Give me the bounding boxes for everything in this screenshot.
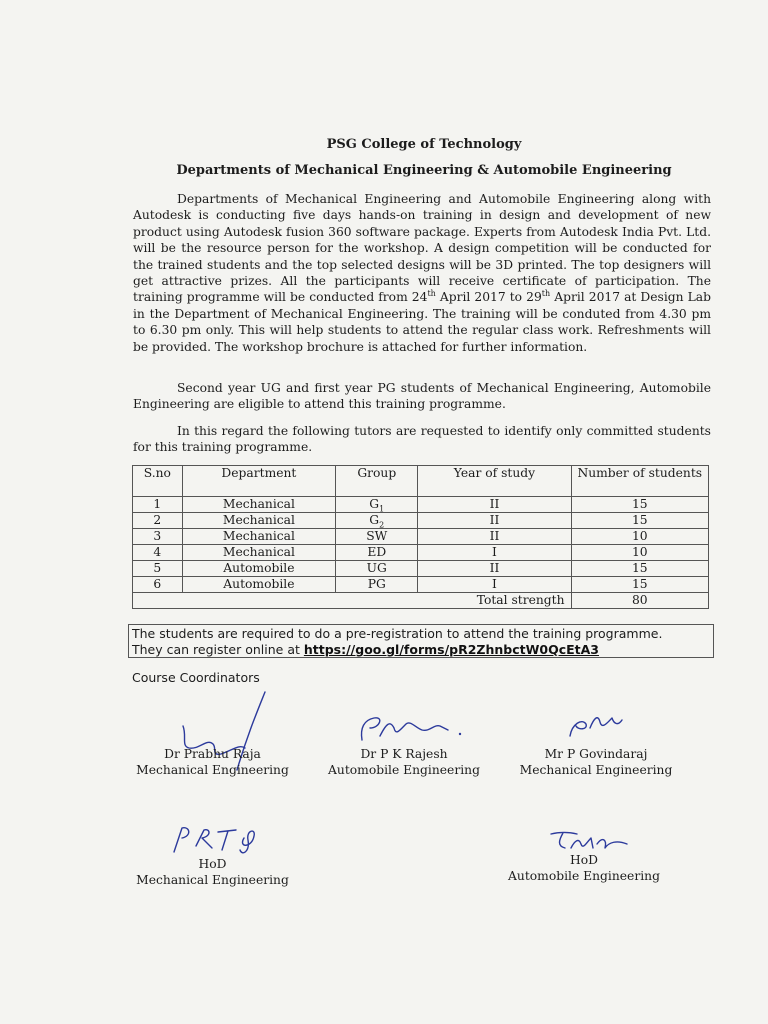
registration-link[interactable]: https://goo.gl/forms/pR2ZhnbctW0QcEtA3 [303,642,600,657]
signatory-govindaraj: Mr P Govindaraj Mechanical Engineering [512,708,680,778]
total-strength-label: Total strength [418,593,571,609]
intro-paragraph: Departments of Mechanical Engineering and Automobile Engineering along with Autodesk is conducting five days hands-on training in design and development of new product using Autodesk fusion 360 software package. Experts from Autodesk India Pvt. Ltd. will be the resource person for the workshop. A design competition will be conducted for the trained students and the top selected designs will be 3D printed. The top designers will get attractive prizes. All the participants will receive certificate of participation. The training programme will be conducted from 24th April 2017 to 29th April 2017 at Design Lab in the Department of Mechanical Engineering. The training will be conduted from 4.30 pm to 6.30 pm only. This will help students to attend the regular class work. Refreshments will be provided. The workshop brochure is attached for further information. [133,192,711,354]
tutors-request-paragraph: In this regard the following tutors are requested to identify only committed students for this training programme. [133,424,711,455]
signature-mark [535,822,645,856]
tutor-group-table [132,465,709,609]
table-row: 5 Automobile UG II 15 [133,561,709,577]
departments-title: Departments of Mechanical Engineering & Automobile Engineering [176,163,672,178]
signature-mark [160,822,280,858]
signatory-hod-automobile: HoD Automobile Engineering [500,822,668,884]
header-department: Department [182,466,336,497]
header-students: Number of students [571,466,708,497]
header-year: Year of study [418,466,571,497]
table-row: 3 Mechanical SW II 10 [133,529,709,545]
signature-mark [552,708,652,744]
signatory-pk-rajesh: Dr P K Rajesh Automobile Engineering [320,710,488,778]
total-strength-value: 80 [571,593,708,609]
header-group: Group [336,466,418,497]
eligibility-paragraph: Second year UG and first year PG students of Mechanical Engineering, Automobile Engineering are eligible to attend this training programme. [133,381,711,412]
signature-mark [340,710,470,750]
signatory-hod-mechanical: HoD Mechanical Engineering [130,822,295,888]
table-row: 6 Automobile PG I 15 [133,577,709,593]
registration-notice: The students are required to do a pre-registration to attend the training programme. They can register online at https://goo.gl/forms/pR2ZhnbctW0QcEtA3 [128,624,714,658]
table-row: 2 Mechanical $G_2$ II 15 [133,513,709,529]
table-total-row [133,593,709,609]
table-header-row [133,466,709,497]
table-row: 1 Mechanical $G_1$ II 15 [133,497,709,513]
signatory-prabhu-raja: Dr Prabhu Raja Mechanical Engineering [130,688,295,778]
header-sno: S.no [133,466,183,497]
table-row: 4 Mechanical ED I 10 [133,545,709,561]
college-title: PSG College of Technology [326,137,522,152]
course-coordinators-label: Course Coordinators [132,670,260,685]
